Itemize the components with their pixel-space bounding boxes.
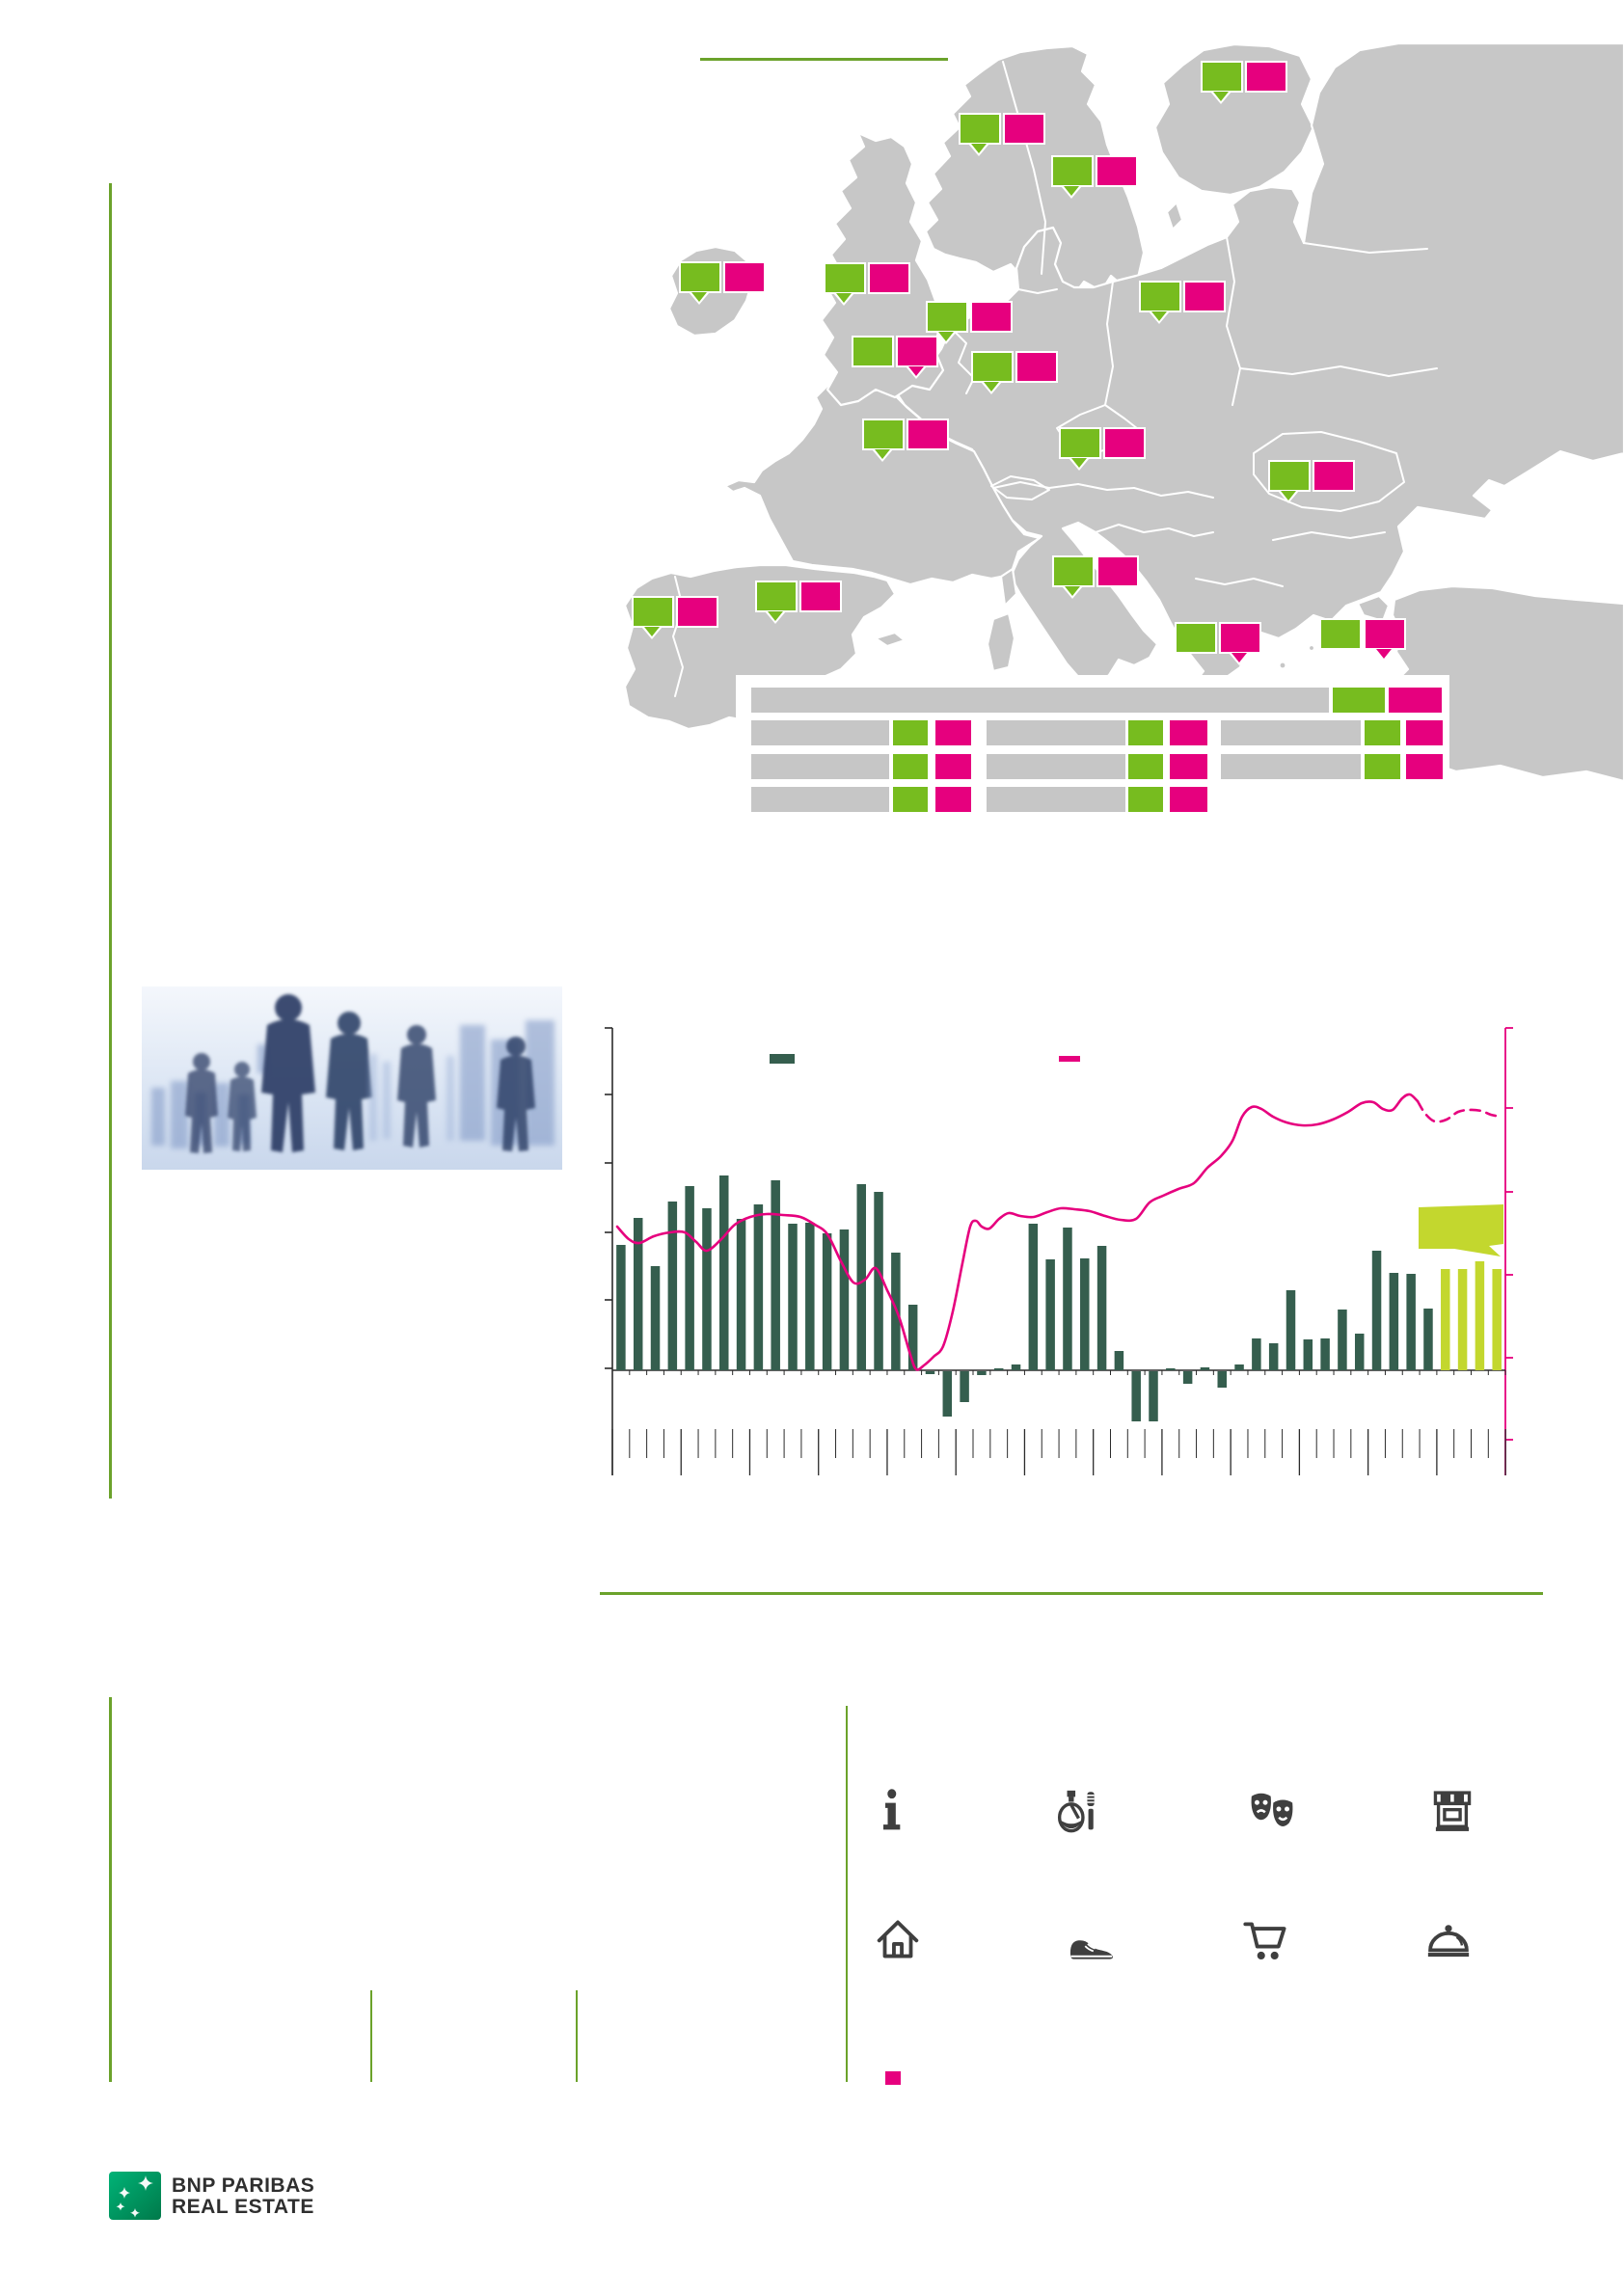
legend-row1-pink2 <box>1170 720 1207 745</box>
marker-tail <box>1376 649 1392 659</box>
legend-row2-pink3 <box>1406 754 1443 779</box>
map-marker-czech-austria <box>1059 427 1151 475</box>
map-marker-spain <box>755 581 848 629</box>
map-marker-norway <box>959 113 1051 161</box>
legend-row2-green2 <box>1128 754 1163 779</box>
legend-row3-pink1 <box>935 787 971 812</box>
takeup-bar <box>960 1371 969 1402</box>
marker-tail <box>984 382 999 392</box>
takeup-bar <box>634 1218 643 1370</box>
column-rule-2 <box>576 1990 578 2082</box>
takeup-bar <box>1201 1367 1210 1370</box>
takeup-bar <box>719 1175 729 1370</box>
takeup-bar <box>1080 1258 1090 1370</box>
marker-tail <box>836 293 852 303</box>
chart-legend-bars-swatch <box>770 1054 795 1064</box>
takeup-bar <box>1097 1246 1107 1370</box>
takeup-bar <box>702 1208 712 1370</box>
forecast-callout-bubble <box>1419 1204 1503 1256</box>
takeup-bar <box>1338 1310 1347 1370</box>
legend-row1-bar2 <box>987 720 1125 745</box>
marker-tail <box>691 292 707 302</box>
business-people-photo <box>142 986 562 1170</box>
takeup-bar <box>754 1204 764 1370</box>
takeup-bar <box>926 1371 935 1374</box>
takeup-bar <box>823 1233 832 1370</box>
legend-row1-green3 <box>1365 720 1400 745</box>
logo-line-1: BNP PARIBAS <box>172 2174 315 2197</box>
marker-green-box <box>1051 155 1094 187</box>
legend-row2-bar2 <box>987 754 1125 779</box>
takeup-bar <box>943 1371 953 1417</box>
marker-green-box <box>679 261 721 293</box>
takeup-bar <box>668 1202 678 1370</box>
takeup-bar <box>651 1266 661 1370</box>
map-marker-sweden <box>1051 155 1144 203</box>
marker-pink-box <box>1313 460 1355 492</box>
logo-line-2: REAL ESTATE <box>172 2196 314 2218</box>
takeup-bar <box>977 1371 987 1375</box>
legend-row2-pink1 <box>935 754 971 779</box>
marker-green-box <box>1139 281 1181 312</box>
marker-pink-box <box>676 596 718 628</box>
legend-row3-bar2 <box>987 787 1125 812</box>
legend-row2-green3 <box>1365 754 1400 779</box>
marker-tail <box>644 627 660 636</box>
convenience-store-icon <box>1426 1785 1478 1837</box>
marker-green-box <box>1059 427 1101 459</box>
takeup-bar <box>737 1219 746 1370</box>
right-column-rule <box>846 1706 848 2082</box>
legend-row2-pink2 <box>1170 754 1207 779</box>
map-gotland <box>1167 203 1182 230</box>
marker-green-box <box>1175 622 1217 654</box>
marker-tail <box>1065 586 1080 596</box>
forecast-bar <box>1458 1269 1468 1370</box>
marker-green-box <box>971 351 1014 383</box>
marker-pink-box <box>1003 113 1045 145</box>
map-marker-germany <box>971 351 1064 399</box>
marker-green-box <box>1268 460 1311 492</box>
legend-row3-pink2 <box>1170 787 1207 812</box>
legend-row3-green2 <box>1128 787 1163 812</box>
takeup-bar <box>1372 1251 1382 1370</box>
legend-row3-green1 <box>893 787 928 812</box>
takeup-bar <box>1218 1371 1228 1388</box>
pink-bullet-square <box>885 2071 901 2085</box>
legend-row1-pink3 <box>1406 720 1443 745</box>
marker-tail <box>1064 186 1079 196</box>
forecast-bar <box>1475 1261 1485 1370</box>
takeup-bar <box>856 1184 866 1370</box>
home-icon <box>872 1913 924 1965</box>
marker-pink-box <box>799 581 842 612</box>
map-corsica <box>1001 569 1016 606</box>
map-balearics <box>876 633 905 646</box>
marker-pink-box <box>970 301 1013 333</box>
legend-row1-bar1 <box>751 720 889 745</box>
map-marker-poland <box>1139 281 1232 329</box>
bnp-logo-text <box>172 2175 314 2218</box>
take-up-combo-chart <box>598 1022 1543 1490</box>
shopping-cart-icon <box>1239 1914 1291 1966</box>
marker-green-box <box>824 262 866 294</box>
chart-legend-line-swatch <box>1059 1056 1080 1062</box>
marker-green-box <box>1319 618 1362 650</box>
marker-pink-box <box>1183 281 1226 312</box>
left-section-rule-bottom <box>109 1697 112 2082</box>
takeup-bar <box>1423 1309 1433 1370</box>
takeup-bar <box>1063 1228 1072 1370</box>
column-rule-1 <box>370 1990 372 2082</box>
food-service-cloche-icon <box>1422 1914 1475 1966</box>
takeup-bar <box>994 1368 1004 1370</box>
map-marker-turkey <box>1319 618 1412 666</box>
takeup-bar <box>788 1224 798 1370</box>
forecast-bar <box>1441 1269 1450 1370</box>
legend-row1-green2 <box>1128 720 1163 745</box>
takeup-bar <box>805 1223 815 1370</box>
takeup-bar <box>1234 1364 1244 1370</box>
marker-tail <box>908 366 924 376</box>
information-icon <box>866 1785 918 1837</box>
takeup-bar <box>874 1192 883 1370</box>
map-marker-uk <box>824 262 916 311</box>
marker-pink-box <box>1096 555 1139 587</box>
map-marker-portugal <box>632 596 724 644</box>
takeup-bar <box>1320 1338 1330 1370</box>
takeup-bar <box>1355 1334 1365 1370</box>
marker-pink-box <box>1364 618 1406 650</box>
takeup-bar <box>1166 1368 1176 1370</box>
cosmetics-icon <box>1052 1785 1104 1837</box>
takeup-bar <box>1183 1371 1193 1384</box>
takeup-bar <box>1406 1274 1416 1370</box>
takeup-bar <box>1045 1259 1055 1370</box>
marker-pink-box <box>896 336 938 367</box>
takeup-bar <box>1269 1343 1279 1370</box>
takeup-bar <box>1131 1371 1141 1421</box>
takeup-bar <box>1115 1351 1124 1370</box>
index-line-forecast-dashed <box>1418 1101 1501 1121</box>
legend-row1-green1 <box>893 720 928 745</box>
map-legend-table <box>736 675 1449 825</box>
legend-header-pink <box>1389 688 1442 713</box>
takeup-bar <box>1149 1371 1158 1421</box>
marker-pink-box <box>723 261 766 293</box>
entertainment-masks-icon <box>1246 1785 1298 1837</box>
marker-pink-box <box>1015 351 1058 383</box>
takeup-bar <box>616 1245 626 1370</box>
marker-tail <box>1232 653 1247 662</box>
takeup-bar <box>1029 1224 1039 1370</box>
takeup-bar <box>771 1180 780 1370</box>
marker-green-box <box>632 596 674 628</box>
map-marker-greece <box>1175 622 1267 670</box>
takeup-bar <box>1286 1290 1296 1370</box>
marker-tail <box>1071 458 1087 468</box>
marker-tail <box>971 144 987 153</box>
marker-tail <box>768 611 783 621</box>
legend-header-green <box>1333 688 1385 713</box>
bnp-logo <box>109 2172 161 2220</box>
marker-tail <box>875 449 890 459</box>
map-marker-france <box>862 419 955 467</box>
legend-row3-bar1 <box>751 787 889 812</box>
legend-row1-pink1 <box>935 720 971 745</box>
marker-tail <box>1151 311 1167 321</box>
map-marker-ireland <box>679 261 771 310</box>
forecast-bar <box>1492 1269 1502 1370</box>
marker-pink-box <box>1219 622 1261 654</box>
map-marker-finland <box>1201 61 1293 109</box>
left-section-rule-top <box>109 183 112 1499</box>
bnp-logo-mark <box>109 2172 161 2220</box>
marker-tail <box>1281 491 1296 500</box>
marker-green-box <box>926 301 968 333</box>
legend-row1-bar3 <box>1221 720 1361 745</box>
marker-green-box <box>862 419 905 450</box>
marker-green-box <box>852 336 894 367</box>
takeup-bar <box>1252 1338 1261 1370</box>
marker-green-box <box>1052 555 1095 587</box>
marker-pink-box <box>1096 155 1138 187</box>
legend-row2-bar1 <box>751 754 889 779</box>
marker-pink-box <box>907 419 949 450</box>
footwear-icon <box>1066 1917 1118 1969</box>
takeup-bar <box>840 1229 850 1370</box>
marker-green-box <box>1201 61 1243 93</box>
map-marker-croatia <box>1052 555 1145 604</box>
chart-bottom-rule <box>600 1592 1543 1595</box>
marker-pink-box <box>1103 427 1146 459</box>
marker-tail <box>1213 92 1229 101</box>
map-sardinia <box>988 613 1015 671</box>
marker-pink-box <box>1245 61 1287 93</box>
legend-row2-green1 <box>893 754 928 779</box>
takeup-bar <box>1304 1339 1313 1370</box>
map-marker-belgium <box>852 336 944 384</box>
legend-header-bar <box>751 688 1329 713</box>
legend-row2-bar3 <box>1221 754 1361 779</box>
takeup-bar <box>1012 1364 1021 1370</box>
takeup-bar <box>1390 1273 1399 1370</box>
marker-green-box <box>755 581 798 612</box>
marker-pink-box <box>868 262 910 294</box>
marker-green-box <box>959 113 1001 145</box>
takeup-bar <box>685 1186 694 1370</box>
map-marker-romania <box>1268 460 1361 508</box>
